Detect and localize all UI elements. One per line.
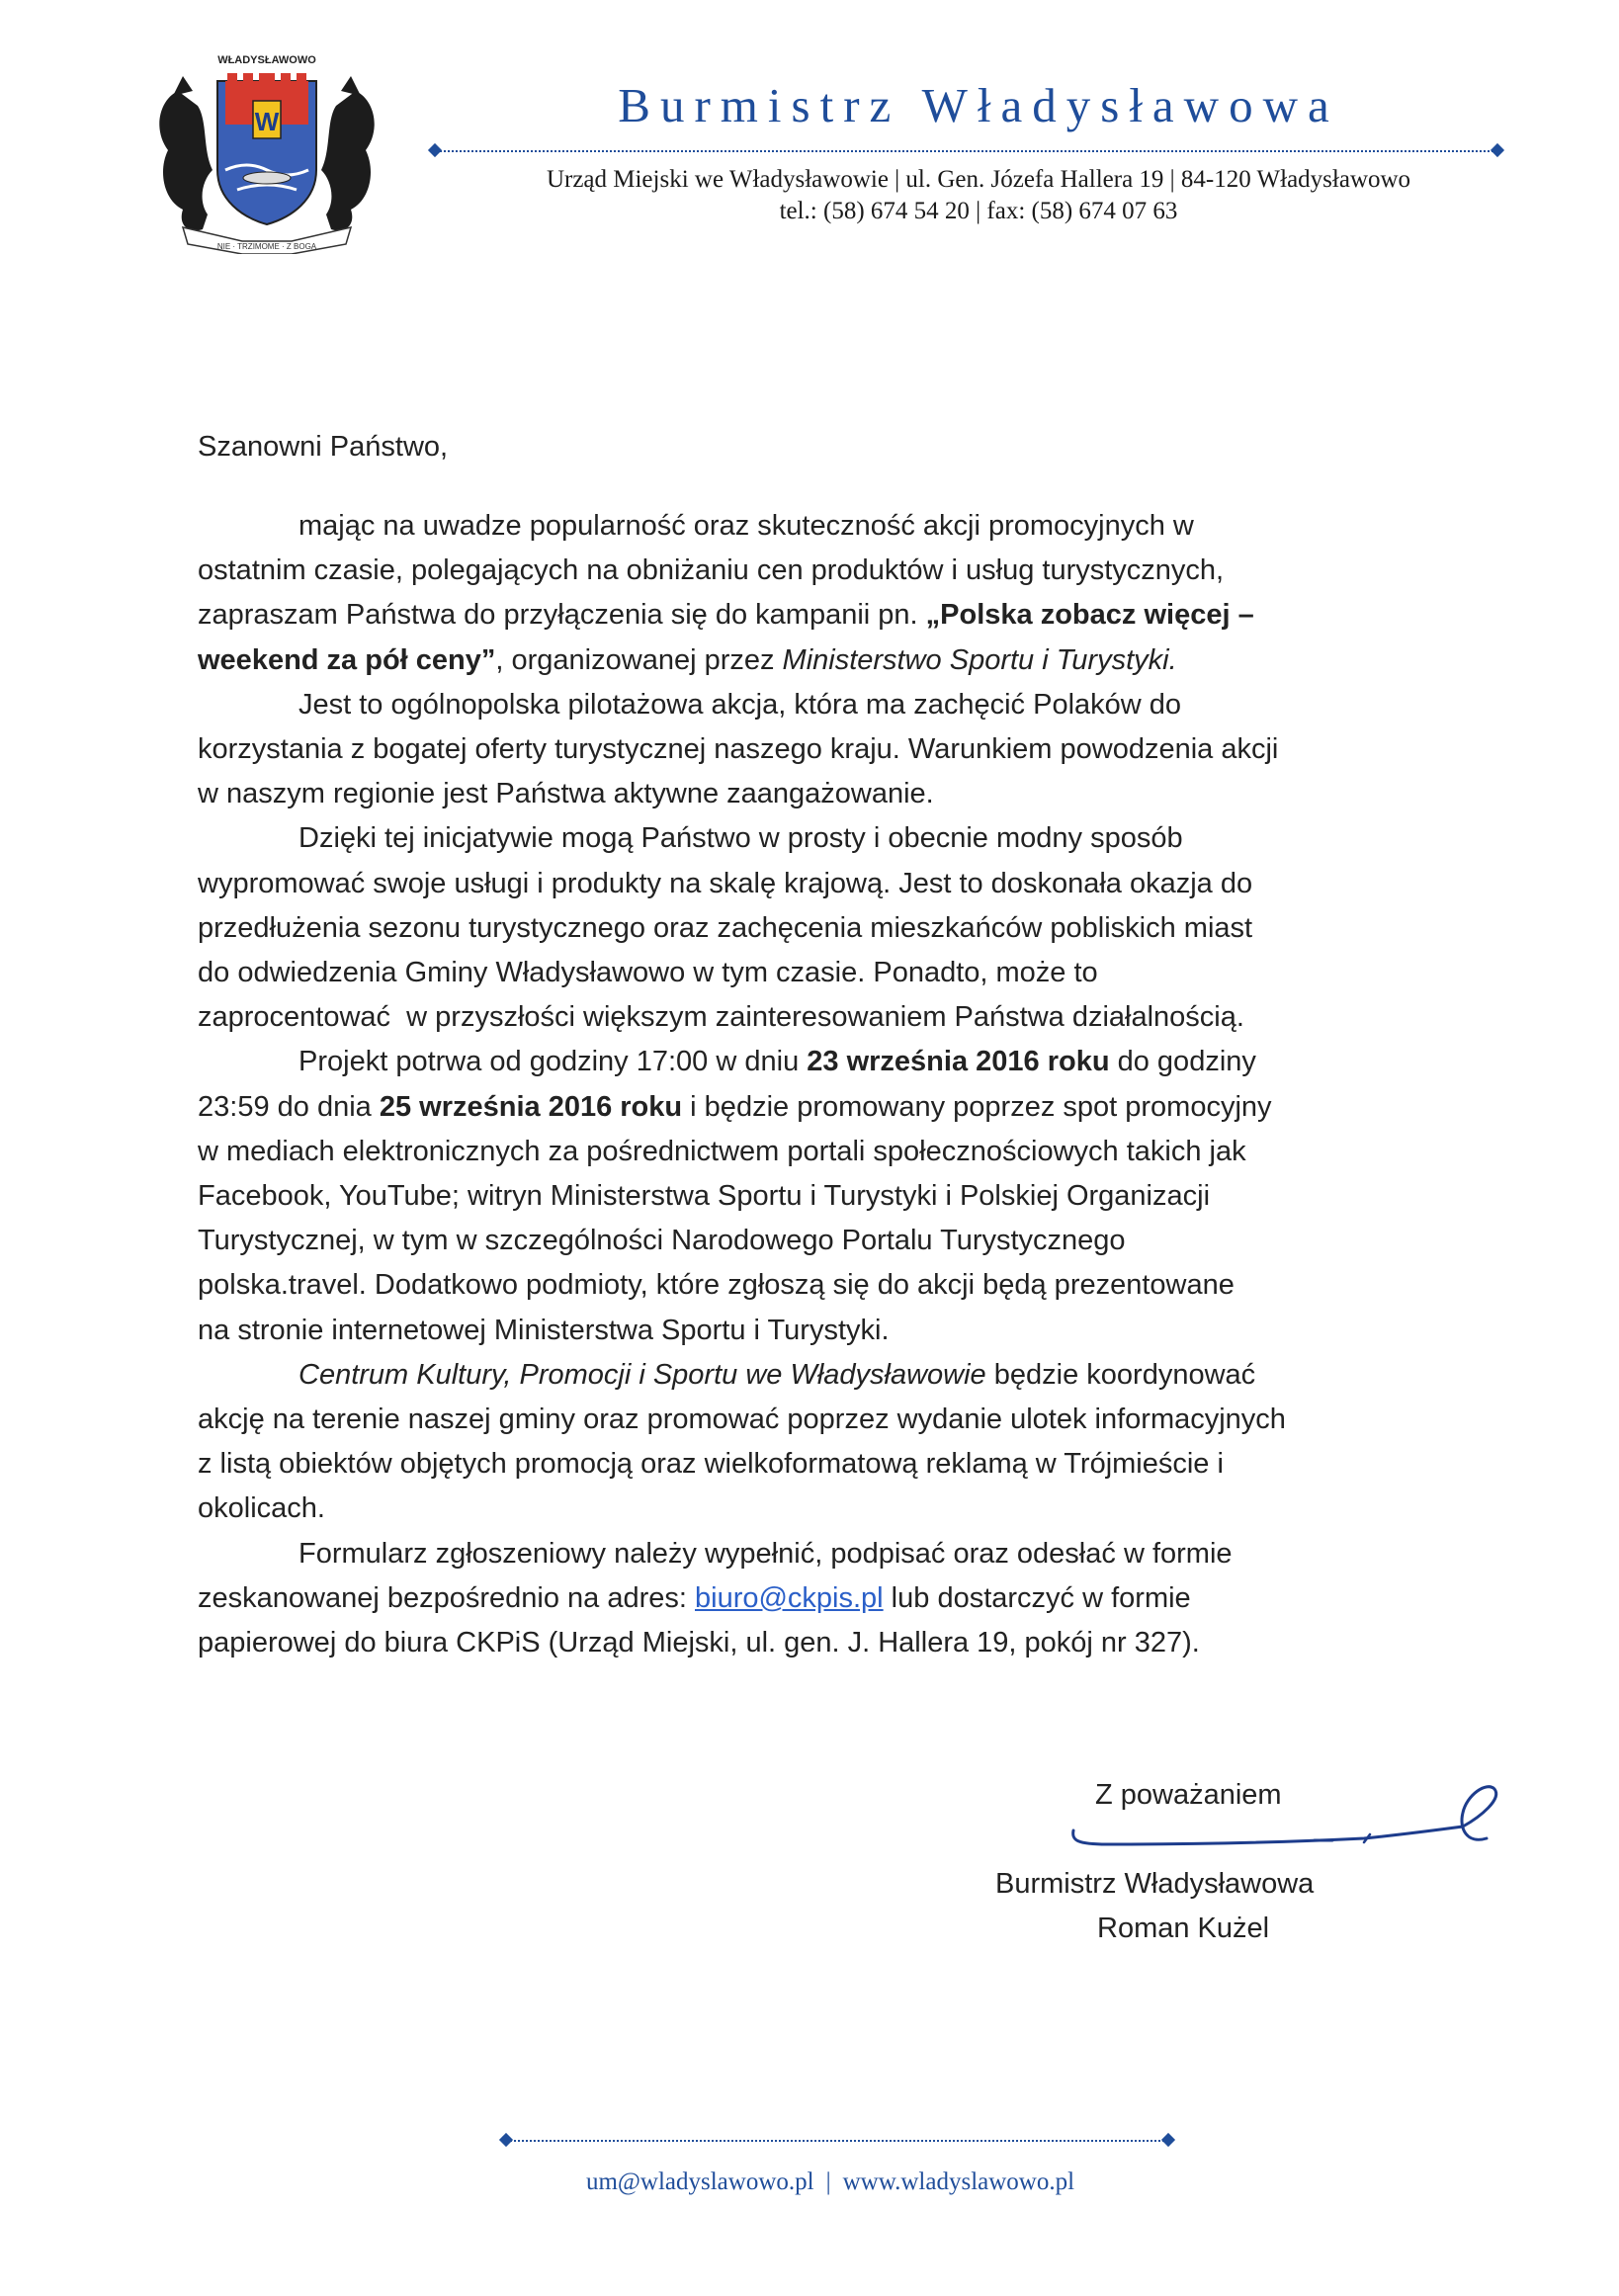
signatory-role: Burmistrz Władysławowa xyxy=(995,1868,1315,1900)
paragraph-line: polska.travel. Dodatkowo podmioty, które zgłoszą się do akcji będą prezentowane xyxy=(198,1269,1235,1302)
campaign-name: weekend za pół ceny” xyxy=(198,643,496,676)
paragraph-line: Jest to ogólnopolska pilotażowa akcja, która ma zachęcić Polaków do xyxy=(298,688,1182,721)
paragraph-line: Turystycznej, w tym w szczególności Narodowego Portalu Turystycznego xyxy=(198,1225,1126,1257)
paragraph-line: przedłużenia sezonu turystycznego oraz zachęcenia mieszkańców pobliskich miast xyxy=(198,911,1253,944)
letterhead-contact: tel.: (58) 674 54 20 | fax: (58) 674 07 63 xyxy=(779,198,1178,224)
letterhead-title: Burmistrz Władysławowa xyxy=(618,78,1339,132)
footer-separator: | xyxy=(825,2168,831,2195)
divider-diamond-icon xyxy=(499,2133,513,2147)
campaign-name: „Polska zobacz więcej – xyxy=(925,599,1254,632)
paragraph-line: weekend za pół ceny”, organizowanej przez Ministerstwo Sportu i Turystyki. xyxy=(198,643,1177,676)
paragraph-line: z listą obiektów objętych promocją oraz wielkoformatową reklamą w Trójmieście i xyxy=(198,1448,1224,1481)
footer-divider xyxy=(506,2140,1168,2142)
footer-email-link[interactable]: um@wladyslawowo.pl xyxy=(585,2168,814,2195)
paragraph-line: ostatnim czasie, polegających na obniżaniu cen produktów i usług turystycznych, xyxy=(198,554,1225,587)
closing-salutation: Z poważaniem xyxy=(1095,1779,1282,1811)
greeting: Szanowni Państwo, xyxy=(198,431,449,463)
divider-diamond-icon xyxy=(1161,2133,1175,2147)
divider-diamond-icon xyxy=(1491,143,1504,157)
coat-of-arms-logo xyxy=(148,51,385,254)
paragraph-line: do odwiedzenia Gminy Władysławowo w tym czasie. Ponadto, może to xyxy=(198,957,1098,989)
handwritten-signature xyxy=(1067,1769,1502,1858)
letter-body xyxy=(198,504,1423,1665)
ministry-name: Ministerstwo Sportu i Turystyki. xyxy=(782,643,1177,676)
end-date: 25 września 2016 roku xyxy=(379,1090,683,1123)
paragraph-line: papierowej do biura CKPiS (Urząd Miejski, ul. gen. J. Hallera 19, pokój nr 327). xyxy=(198,1627,1200,1659)
paragraph-line: Formularz zgłoszeniowy należy wypełnić, podpisać oraz odesłać w formie xyxy=(298,1537,1233,1570)
footer-contacts xyxy=(474,2168,1186,2196)
paragraph-line: w naszym regionie jest Państwa aktywne zaangażowanie. xyxy=(198,778,934,810)
paragraph-line: 23:59 do dnia 25 września 2016 roku i będzie promowany poprzez spot promocyjny xyxy=(198,1090,1272,1123)
paragraph-line: Facebook, YouTube; witryn Ministerstwa Sportu i Turystyki i Polskiej Organizacji xyxy=(198,1180,1211,1213)
paragraph-line: zeskanowanej bezpośrednio na adres: biuro@ckpis.pl lub dostarczyć w formie xyxy=(198,1581,1191,1614)
paragraph-line: zapraszam Państwa do przyłączenia się do kampanii pn. „Polska zobacz więcej – xyxy=(198,599,1254,632)
paragraph-line: Dzięki tej inicjatywie mogą Państwo w prosty i obecnie modny sposób xyxy=(298,822,1183,855)
email-link[interactable]: biuro@ckpis.pl xyxy=(695,1581,884,1614)
paragraph-line: na stronie internetowej Ministerstwa Sportu i Turystyki. xyxy=(198,1314,890,1346)
paragraph-line: akcję na terenie naszej gminy oraz promować poprzez wydanie ulotek informacyjnych xyxy=(198,1403,1286,1436)
letterhead-divider xyxy=(435,150,1497,152)
paragraph-line: Projekt potrwa od godziny 17:00 w dniu 23 września 2016 roku do godziny xyxy=(298,1046,1256,1078)
paragraph-line: Centrum Kultury, Promocji i Sportu we Władysławowie będzie koordynować xyxy=(298,1358,1256,1391)
svg-text:WŁADYSŁAWOWO: WŁADYSŁAWOWO xyxy=(217,54,316,66)
start-date: 23 września 2016 roku xyxy=(807,1046,1110,1078)
paragraph-line: zaprocentować w przyszłości większym zainteresowaniem Państwa działalnością. xyxy=(198,1001,1244,1034)
signatory-name: Roman Kużel xyxy=(1097,1913,1270,1944)
organization-name: Centrum Kultury, Promocji i Sportu we Władysławowie xyxy=(298,1358,986,1391)
paragraph-line: okolicach. xyxy=(198,1492,325,1525)
paragraph-line: mając na uwadze popularność oraz skuteczność akcji promocyjnych w xyxy=(298,510,1194,542)
paragraph-line: wypromować swoje usługi i produkty na skalę krajową. Jest to doskonała okazja do xyxy=(198,867,1253,899)
footer-website-link[interactable]: www.wladyslawowo.pl xyxy=(842,2168,1075,2195)
paragraph-line: korzystania z bogatej oferty turystycznej naszego kraju. Warunkiem powodzenia akcji xyxy=(198,733,1279,766)
svg-text:W: W xyxy=(254,107,280,136)
divider-diamond-icon xyxy=(428,143,442,157)
svg-text:NIE · TRZIMOME · Z BOGA: NIE · TRZIMOME · Z BOGA xyxy=(216,242,317,251)
letterhead-address: Urząd Miejski we Władysławowie | ul. Gen. Józefa Hallera 19 | 84-120 Władysławowo xyxy=(546,166,1411,193)
paragraph-line: w mediach elektronicznych za pośrednictwem portali społecznościowych takich jak xyxy=(198,1135,1246,1167)
